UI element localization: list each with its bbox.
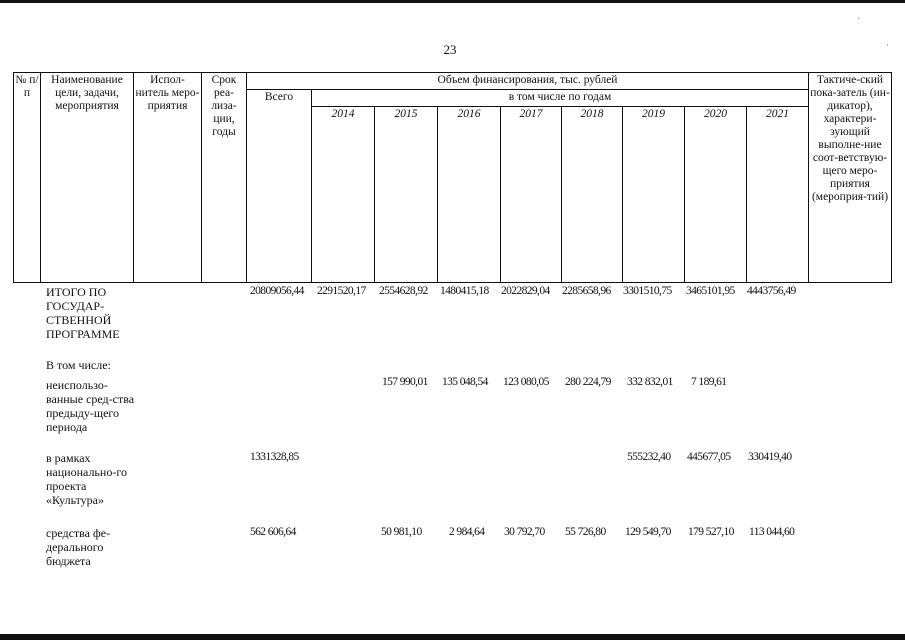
row-total-2020: 3465101,95 [686,285,735,297]
col-term-header: Срок реа-лиза-ции, годы [202,73,247,283]
row-total-2014: 2291520,17 [317,285,366,297]
row-federal-2018: 55 726,80 [565,526,606,538]
row-total-2021: 4443756,49 [747,285,796,297]
row-national-all: 1331328,85 [250,451,299,463]
col-year-2014: 2014 [312,107,375,283]
scan-bottom-border [0,634,905,640]
row-federal-2017: 30 792,70 [504,526,545,538]
row-federal-2020: 179 527,10 [688,526,734,538]
col-year-2021: 2021 [747,107,809,283]
row-national-2019: 555232,40 [627,451,671,463]
row-unused-2015: 157 990,01 [382,376,428,388]
col-financing-header: Объем финансирования, тыс. рублей [247,73,809,90]
col-num-header: № п/п [14,73,41,283]
page-number: 23 [443,42,457,57]
row-unused-2020: 7 189,61 [691,376,727,388]
row-unused-label: неиспользо-ванные сред-ства предыду-щего периода [46,378,135,434]
row-federal-2016: 2 984,64 [449,526,485,538]
col-year-2016: 2016 [438,107,501,283]
row-total-2016: 1480415,18 [440,285,489,297]
row-total-2019: 3301510,75 [623,285,672,297]
row-federal-2021: 113 044,60 [749,526,795,538]
scan-top-border [0,0,905,3]
row-federal-label: средства фе-дерального бюджета [46,526,111,568]
row-unused-2019: 332 832,01 [627,376,673,388]
col-total-header: Всего [247,90,312,283]
col-year-2017: 2017 [501,107,562,283]
col-year-2019: 2019 [623,107,685,283]
scan-speck: ' [858,16,860,26]
row-unused-2018: 280 224,79 [565,376,611,388]
col-executor-header: Испол-нитель меро-приятия [134,73,202,283]
col-by-years-header: в том числе по годам [312,90,809,107]
row-national-label: в рамках национально-го проекта «Культура» [46,451,127,507]
row-total-all: 20809056,44 [250,285,304,297]
row-incl-label: В том числе: [46,358,111,372]
row-national-2020: 445677,05 [687,451,731,463]
row-unused-2016: 135 048,54 [442,376,488,388]
row-total-2015: 2554628,92 [379,285,428,297]
col-year-2018: 2018 [562,107,623,283]
row-federal-all: 562 606,64 [250,526,296,538]
row-total-2017: 2022829,04 [501,285,550,297]
financing-table-header [13,72,892,283]
col-name-header: Наименование цели, задачи, мероприятия [41,73,134,283]
row-federal-2015: 50 981,10 [381,526,422,538]
col-year-2020: 2020 [685,107,747,283]
row-total-label: ИТОГО ПО ГОСУДАР-СТВЕННОЙ ПРОГРАММЕ [46,285,120,341]
col-year-2015: 2015 [375,107,438,283]
col-indicator-header: Тактиче-ский пока-затель (ин-дикатор), характери-зующий выполне-ние соот-ветствую-щего меро-приятия (мероприя-тий) [809,73,892,283]
row-total-2018: 2285658,96 [562,285,611,297]
row-unused-2017: 123 080,05 [503,376,549,388]
scan-speck: · [886,40,889,50]
row-national-2021: 330419,40 [748,451,792,463]
row-federal-2019: 129 549,70 [625,526,671,538]
